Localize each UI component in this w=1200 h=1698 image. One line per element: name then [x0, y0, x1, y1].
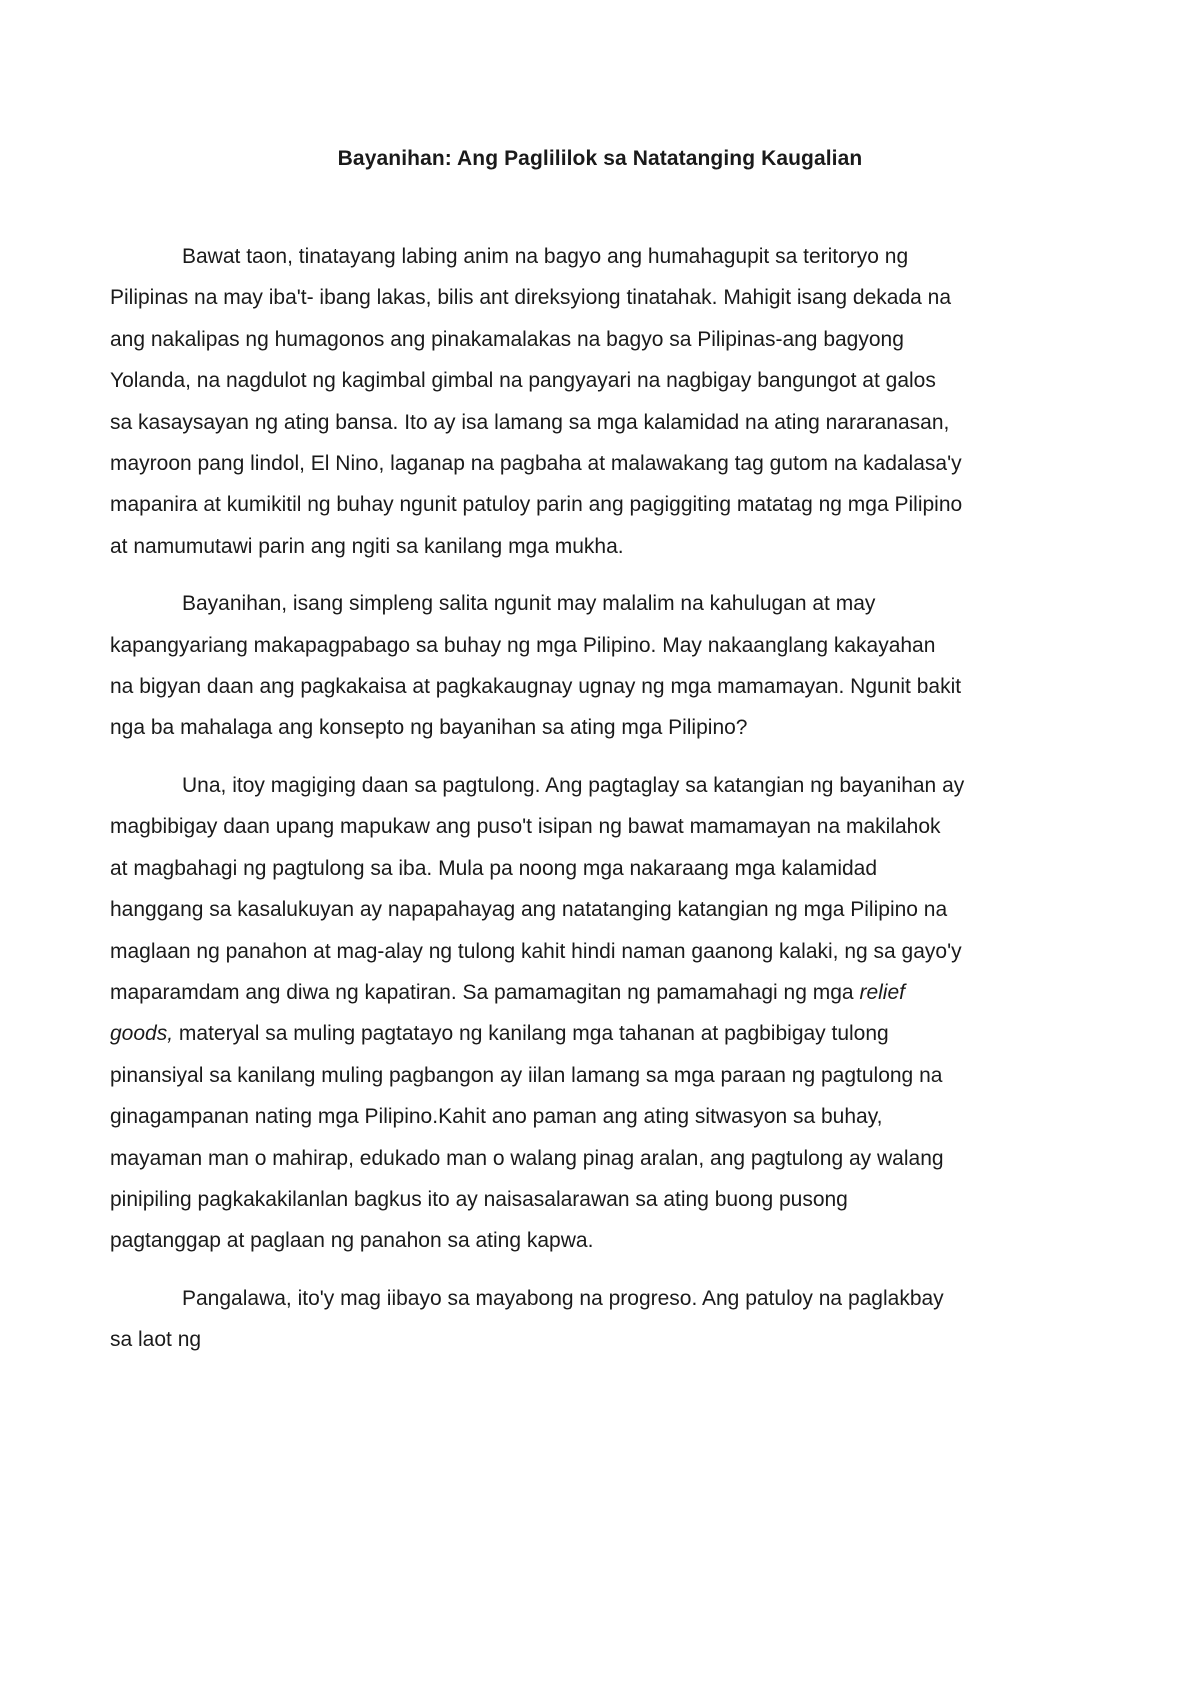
text-line: nga ba mahalaga ang konsepto ng bayanihan sa ating mga Pilipino?: [110, 716, 748, 740]
text-line: ginagampanan nating mga Pilipino.Kahit ano paman ang ating sitwasyon sa buhay,: [110, 1105, 883, 1129]
text-line: Bawat taon, tinatayang labing anim na bagyo ang humahagupit sa teritoryo ng: [182, 245, 909, 268]
text-line: magbibigay daan upang mapukaw ang puso't isipan ng bawat mamamayan na makilahok: [110, 815, 941, 839]
text-line: ang nakalipas ng humagonos ang pinakamalakas na bagyo sa Pilipinas-ang bagyong: [110, 327, 904, 351]
text-line: at magbahagi ng pagtulong sa iba. Mula pa noong mga nakaraang mga kalamidad: [110, 856, 878, 880]
paragraph-4: [110, 1278, 1102, 1361]
text-line: pinansiyal sa kanilang muling pagbangon ay iilan lamang sa mga paraan ng pagtulong na: [110, 1063, 943, 1087]
document-body: [110, 236, 1102, 1377]
text-line-with-italic: [110, 1013, 1102, 1054]
paragraph-2: [110, 583, 1102, 749]
text-line: Pilipinas na may iba't- ibang lakas, bilis ant direksyiong tinatahak. Mahigit isang dekada na: [110, 286, 951, 310]
text-line: Una, itoy magiging daan sa pagtulong. Ang pagtaglay sa katangian ng bayanihan ay: [182, 773, 965, 797]
italic-term: goods,: [110, 1022, 174, 1046]
text-line: mayaman man o mahirap, edukado man o walang pinag aralan, ang pagtulong ay walang: [110, 1146, 944, 1170]
text-line: Yolanda, na nagdulot ng kagimbal gimbal na pangyayari na nagbigay bangungot at galos: [110, 369, 936, 393]
text-line: at namumutawi parin ang ngiti sa kanilang mga mukha.: [110, 534, 624, 558]
text-segment: materyal sa muling pagtatayo ng kanilang mga tahanan at pagbibigay tulong: [178, 1022, 889, 1046]
text-line: kapangyariang makapagpabago sa buhay ng mga Pilipino. May nakaanglang kakayahan: [110, 633, 936, 657]
text-line: mapanira at kumikitil ng buhay ngunit patuloy parin ang pagiggiting matatag ng mga Pilipino: [110, 493, 963, 517]
paragraph-3: [110, 765, 1102, 1262]
text-line: Pangalawa, ito'y mag iibayo sa mayabong na progreso. Ang patuloy na paglakbay: [182, 1286, 944, 1310]
text-line: maglaan ng panahon at mag-alay ng tulong kahit hindi naman gaanong kalaki, ng sa gayo'y: [110, 939, 962, 963]
text-line: na bigyan daan ang pagkakaisa at pagkakaugnay ugnay ng mga mamamayan. Ngunit bakit: [110, 675, 962, 699]
text-line: pagtanggap at paglaan ng panahon sa ating kapwa.: [110, 1229, 594, 1253]
italic-term: relief: [859, 980, 905, 1004]
text-segment: maparamdam ang diwa ng kapatiran. Sa pamamagitan ng pamamahagi ng mga: [110, 980, 854, 1004]
text-line-with-italic: [110, 972, 1102, 1013]
text-line: sa laot ng: [110, 1328, 202, 1352]
text-line: Bayanihan, isang simpleng salita ngunit may malalim na kahulugan at may: [182, 592, 876, 616]
document-title: Bayanihan: Ang Paglililok sa Natatanging Kaugalian: [337, 147, 863, 170]
text-line: sa kasaysayan ng ating bansa. Ito ay isa lamang sa mga kalamidad na ating nararanasan,: [110, 410, 950, 434]
text-line: pinipiling pagkakakilanlan bagkus ito ay naisasalarawan sa ating buong pusong: [110, 1187, 848, 1211]
text-line: mayroon pang lindol, El Nino, laganap na pagbaha at malawakang tag gutom na kadalasa'y: [110, 452, 962, 476]
paragraph-1: [110, 236, 1102, 567]
text-line: hanggang sa kasalukuyan ay napapahayag ang natatanging katangian ng mga Pilipino na: [110, 898, 948, 922]
